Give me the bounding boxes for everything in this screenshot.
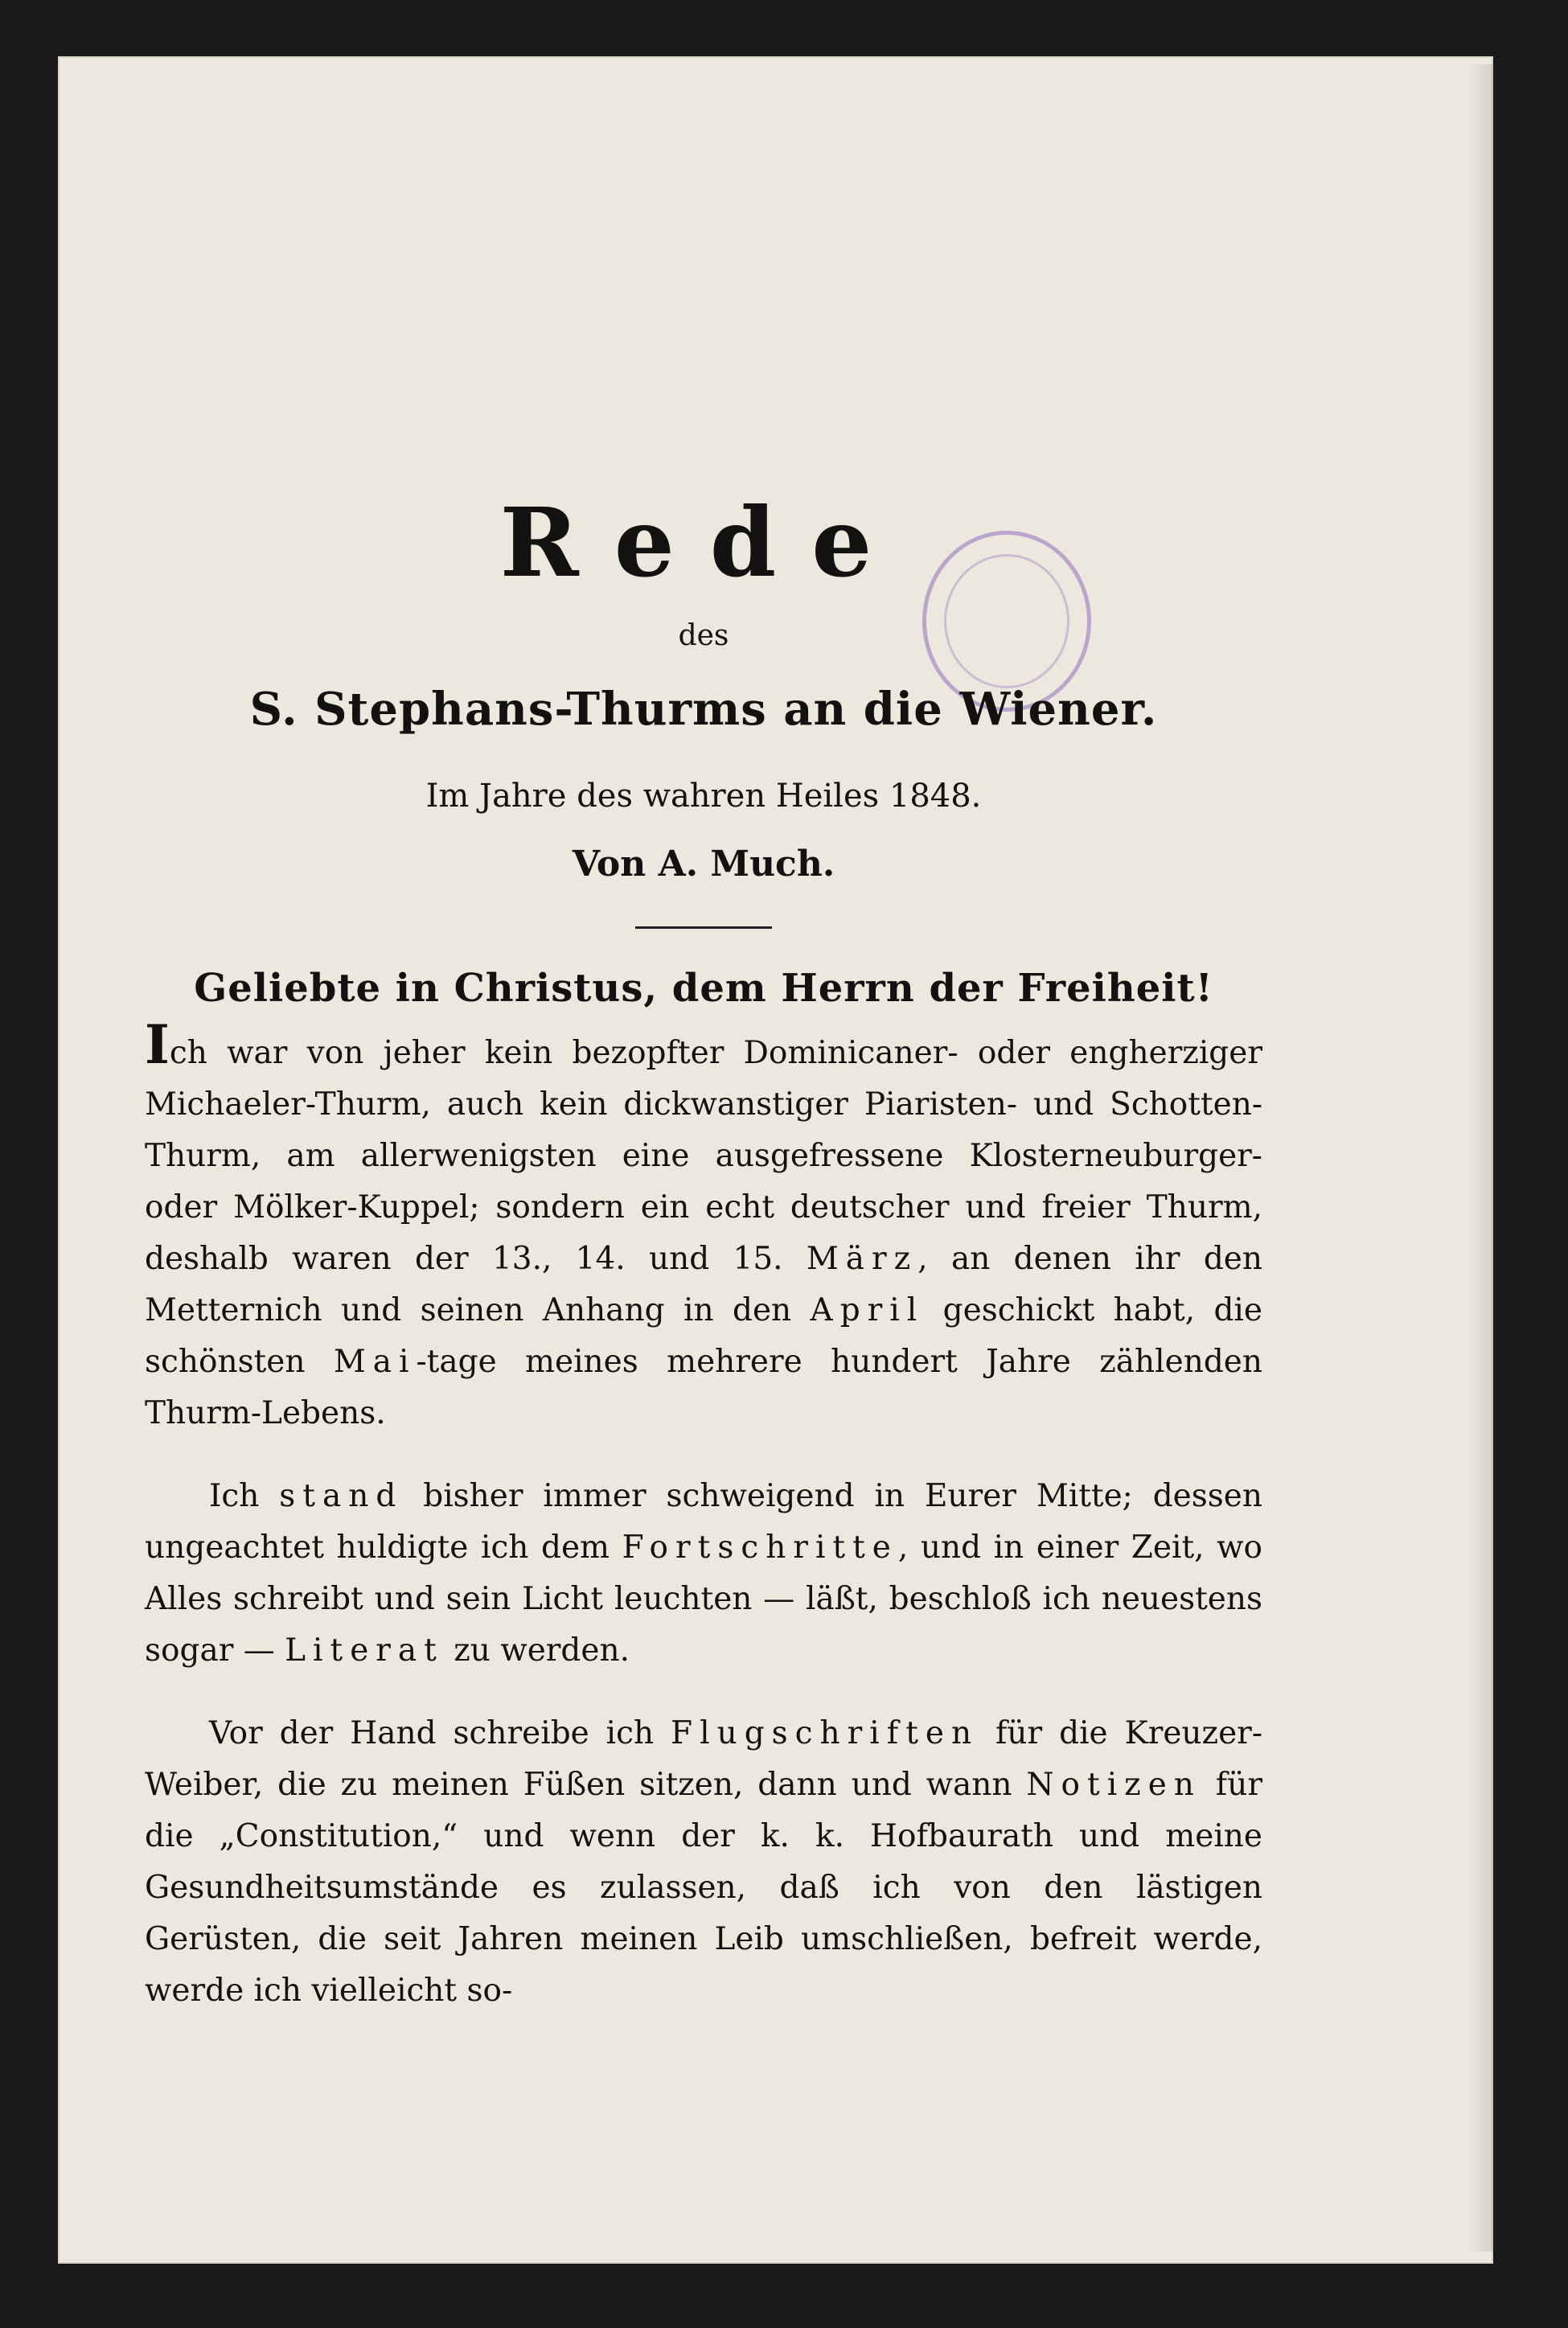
- spaced-word: März: [806, 1241, 918, 1277]
- paragraph-text: zu werden.: [443, 1632, 630, 1669]
- spaced-word: Mai: [333, 1344, 417, 1380]
- salutation: Geliebte in Christus, dem Herrn der Freiheit!: [194, 966, 1213, 1011]
- paragraph-2: [145, 1471, 1262, 1677]
- spaced-word: Flugschriften: [671, 1715, 979, 1751]
- paper-edge-shadow: [1469, 64, 1493, 2252]
- paragraph-text: Ich: [209, 1478, 280, 1514]
- year-line: Im Jahre des wahren Heiles 1848.: [425, 778, 982, 815]
- paragraph-text: geschickt habt, die schönsten: [145, 1292, 1262, 1380]
- spaced-word: stand: [279, 1478, 404, 1514]
- document-title: Rede: [499, 487, 908, 598]
- document-content: [145, 161, 1262, 2048]
- spaced-word: Notizen: [1026, 1767, 1201, 1803]
- paragraph-3: [145, 1708, 1262, 2017]
- paragraph-text: -tage meines mehrere hundert Jahre zählenden Thurm-Lebens.: [145, 1344, 1262, 1431]
- paragraph-text: ch war von jeher kein bezopfter Dominicaner- oder engherziger Michaeler-Thurm, auch kein dickwanstiger Piaristen- und Schotten-Thurm, am allerwenigsten eine ausgefressene Klosterneuburger- oder Mölker-Kuppel; sondern ein echt deutscher und freier Thurm, deshalb waren der 13., 14. und 15.: [145, 1035, 1262, 1277]
- author-line: Von A. Much.: [572, 844, 835, 885]
- drop-letter: I: [145, 1013, 170, 1076]
- document-des: des: [678, 619, 729, 652]
- paragraph-text: , an denen ihr den Metternich und seinen Anhang in den: [145, 1241, 1262, 1328]
- paragraph-text: bisher immer schweigend in Eurer Mitte; dessen ungeachtet huldigte ich dem: [145, 1478, 1262, 1566]
- paragraph-text: , und in einer Zeit, wo Alles schreibt und sein Licht leuchten — läßt, beschloß ich neuestens sogar —: [145, 1529, 1262, 1669]
- separator-rule: [635, 926, 772, 929]
- spaced-word: Fortschritte: [622, 1529, 898, 1566]
- paragraph-1: [145, 1013, 1262, 1439]
- spaced-word: April: [810, 1292, 925, 1328]
- paragraph-text: Vor der Hand schreibe ich: [209, 1715, 671, 1751]
- paragraph-text: für die „Constitution,“ und wenn der k. k. Hofbaurath und meine Gesundheitsumstände es zulassen, daß ich von den lästigen Gerüsten, die seit Jahren meinen Leib umschließen, befreit werde, werde ich vielleicht so-: [145, 1767, 1262, 2009]
- spaced-word: Literat: [285, 1632, 444, 1669]
- document-subtitle: S. Stephans-Thurms an die Wiener.: [249, 683, 1158, 736]
- paragraph-text: für die Kreuzer-Weiber, die zu meinen Füßen sitzen, dann und wann: [145, 1715, 1262, 1803]
